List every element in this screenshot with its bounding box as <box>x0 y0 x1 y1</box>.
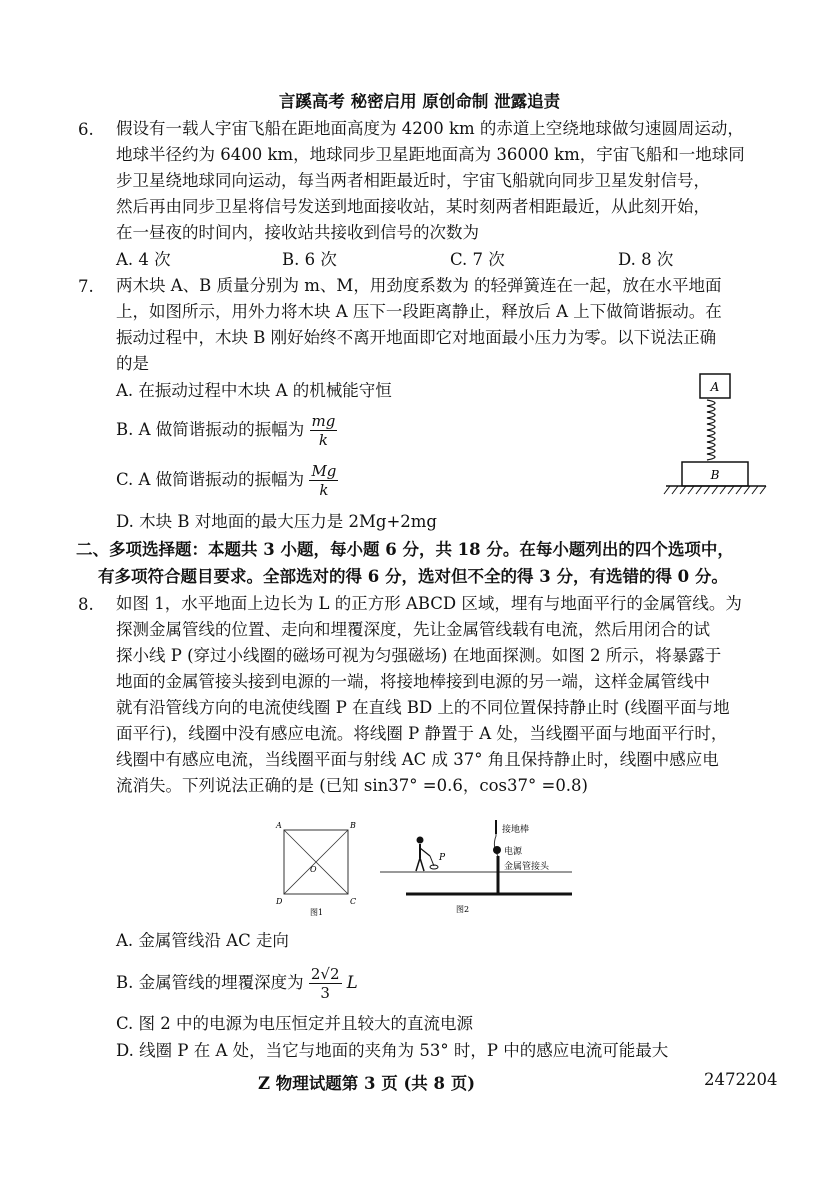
fraction-numerator: mg <box>311 412 336 430</box>
svg-text:C: C <box>350 897 357 906</box>
q8-option-b <box>116 965 358 1002</box>
q6-line: 在一昼夜的时间内，接收站共接收到信号的次数为 <box>116 223 479 242</box>
fraction-denominator: k <box>319 481 329 499</box>
q8-line: 面平行)，线圈中没有感应电流。将线圈 P 静置于 A 处，当线圈平面与地面平行时， <box>116 724 728 743</box>
q8-line: 地面的金属管接头接到电源的一端，将接地棒接到电源的另一端，这样金属管线中 <box>116 672 710 691</box>
page-header: 言蹊高考 秘密启用 原创命制 泄露追责 <box>278 92 561 111</box>
q6-line: 步卫星绕地球同向运动，每当两者相距最近时，宇宙飞船就向同步卫星发射信号， <box>116 171 710 190</box>
section-heading-line2: 有多项符合题目要求。全部选对的得 6 分，选对但不全的得 3 分，有选错的得 0 分。 <box>98 567 728 586</box>
svg-text:O: O <box>310 865 317 874</box>
q8-option-c: C. 图 2 中的电源为电压恒定并且较大的直流电源 <box>116 1014 474 1033</box>
q7-option-d: D. 木块 B 对地面的最大压力是 2Mg+2mg <box>116 512 437 531</box>
q6-line: 假设有一载人宇宙飞船在距地面高度为 4200 km 的赤道上空绕地球做匀速圆周运动， <box>116 119 744 138</box>
q8-line: 探测金属管线的位置、走向和埋覆深度，先让金属管线载有电流，然后用闭合的试 <box>116 620 710 639</box>
q8-option-b-unit: L <box>346 973 358 992</box>
q6-number: 6. <box>78 120 94 139</box>
fraction-numerator: 2√2 <box>310 965 340 983</box>
svg-text:D: D <box>276 897 283 906</box>
q8-option-b-fraction <box>309 965 342 1002</box>
q6-option-a: A. 4 次 <box>116 250 171 269</box>
q6-option-b: B. 6 次 <box>282 250 337 269</box>
q8-option-b-text: B. 金属管线的埋覆深度为 <box>116 973 304 992</box>
q8-line: 如图 1，水平地面上边长为 L 的正方形 ABCD 区域，埋有与地面平行的金属管线。为 <box>116 594 742 613</box>
q6-line: 然后再由同步卫星将信号发送到地面接收站，某时刻两者相距最近，从此刻开始， <box>116 197 710 216</box>
svg-text:A: A <box>276 821 282 830</box>
spring-blocks-figure <box>660 372 772 504</box>
q7-option-c-fraction <box>309 462 338 499</box>
q7-number: 7. <box>78 277 94 296</box>
q8-line: 探小线 P (穿过小线圈的磁场可视为匀强磁场) 在地面探测。如图 2 所示，将暴露于 <box>116 646 722 665</box>
q7-line: 振动过程中，木块 B 刚好始终不离开地面即它对地面最小压力为零。以下说法正确 <box>116 328 717 347</box>
q6-line: 地球半径约为 6400 km，地球同步卫星距地面高为 36000 km，宇宙飞船和一地球同 <box>116 145 745 164</box>
svg-text:图2: 图2 <box>456 905 470 914</box>
svg-text:金属管接头: 金属管接头 <box>504 862 550 872</box>
svg-text:接地棒: 接地棒 <box>502 825 530 835</box>
fraction-denominator: k <box>318 431 328 449</box>
q7-option-c-text: C. A 做简谐振动的振幅为 <box>116 470 305 489</box>
figure-1-square <box>272 818 362 918</box>
q7-option-c <box>116 462 338 499</box>
q6-option-d: D. 8 次 <box>618 250 674 269</box>
exam-code: 2472204 <box>704 1070 778 1089</box>
svg-text:电源: 电源 <box>504 847 523 857</box>
figure-2-setup <box>376 816 576 918</box>
fraction-numerator: Mg <box>311 462 337 480</box>
section-heading: 二、多项选择题：本题共 3 小题，每小题 6 分，共 18 分。在每小题列出的四个选项中， <box>76 540 734 559</box>
svg-text:A: A <box>710 380 720 394</box>
page-footer: Z 物理试题第 3 页 (共 8 页) <box>258 1074 476 1093</box>
svg-text:B: B <box>710 468 720 482</box>
q8-number: 8. <box>78 595 94 614</box>
svg-text:B: B <box>350 821 356 830</box>
q6-option-c: C. 7 次 <box>450 250 505 269</box>
q8-option-d: D. 线圈 P 在 A 处，当它与地面的夹角为 53° 时，P 中的感应电流可能最大 <box>116 1041 669 1060</box>
q7-option-b <box>116 412 337 449</box>
svg-text:图1: 图1 <box>310 908 324 917</box>
q7-option-b-text: B. A 做简谐振动的振幅为 <box>116 420 305 439</box>
q7-option-b-fraction <box>310 412 338 449</box>
svg-text:P: P <box>439 853 446 863</box>
q8-line: 线圈中有感应电流，当线圈平面与射线 AC 成 37° 角且保持静止时，线圈中感应电 <box>116 750 719 769</box>
q7-line: 上，如图所示，用外力将木块 A 压下一段距离静止，释放后 A 上下做简谐振动。在 <box>116 302 722 321</box>
fraction-denominator: 3 <box>320 984 330 1002</box>
q7-option-a: A. 在振动过程中木块 A 的机械能守恒 <box>116 381 392 400</box>
q8-line: 流消失。下列说法正确的是 (已知 sin37° =0.6，cos37° =0.8) <box>116 776 588 795</box>
q8-option-a: A. 金属管线沿 AC 走向 <box>116 931 289 950</box>
q7-line: 两木块 A、B 质量分别为 m、M，用劲度系数为 的轻弹簧连在一起，放在水平地面 <box>116 276 722 295</box>
q7-line: 的是 <box>116 354 149 373</box>
q8-line: 就有沿管线方向的电流使线圈 P 在直线 BD 上的不同位置保持静止时 (线圈平面与地 <box>116 698 730 717</box>
